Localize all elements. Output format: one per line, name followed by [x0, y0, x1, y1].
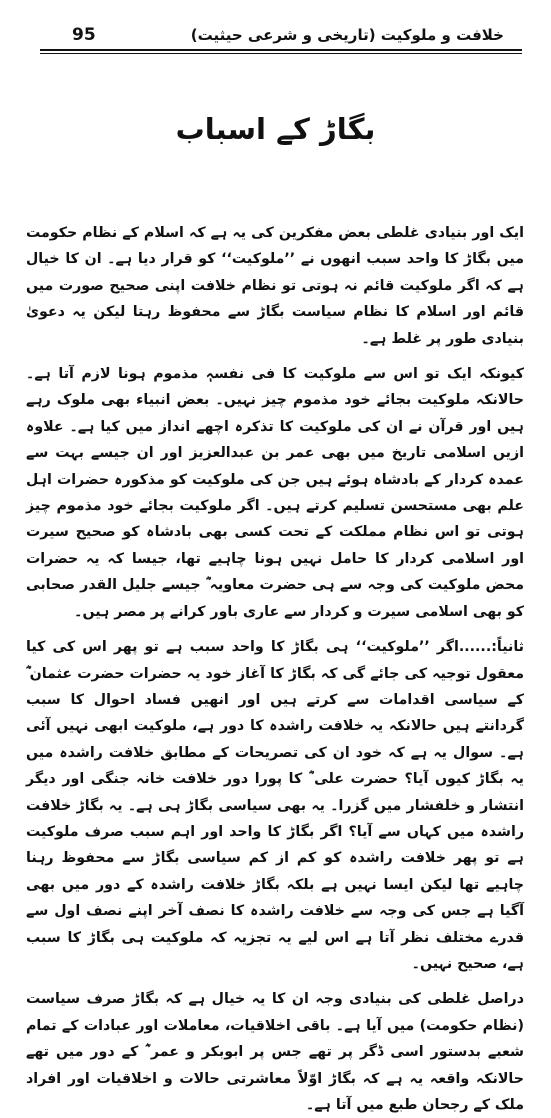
- paragraph-4: [26, 986, 524, 1118]
- body-text: [26, 220, 524, 1118]
- paragraph-1: [26, 220, 524, 352]
- paragraph-4-text: دراصل غلطی کی بنیادی وجہ ان کا یہ خیال ہے کہ بگاڑ صرف سیاست (نظام حکومت) میں آیا ہے۔ باقی اخلاقیات، معاملات اور عبادات کے تمام شعبے بدستور اسی ڈگر پر تھے جس پر ابوبکر و عمر ؓ کے دور میں تھے حالانکہ واقعہ یہ ہے کہ بگاڑ اوّلاً معاشرتی حالات و اخلاقیات اور افراد ملک کے رجحان طبع میں آتا ہے۔: [26, 991, 524, 1113]
- paragraph-3: [26, 634, 524, 977]
- paragraph-2-text: کیونکہ ایک تو اس سے ملوکیت کا فی نفسہٖ مذموم ہونا لازم آتا ہے۔ حالانکہ ملوکیت بجائے خود مذموم چیز نہیں۔ بعض انبیاء بھی ملوک رہے ہیں اور قرآن نے ان کی ملوکیت کا تذکرہ اچھے انداز میں کیا ہے۔ علاوہ ازیں اسلامی تاریخ میں بھی عمر بن عبدالعزیز اور ان جیسے بہت سے عمدہ کردار کے بادشاہ ہوئے ہیں جن کی ملوکیت کو مذکورہ حضرات اہل علم بھی مستحسن تسلیم کرتے ہیں۔ اگر ملوکیت بجائے خود مذموم چیز ہوتی تو اس نظام مملکت کے تحت کسی بھی بادشاہ کو صحیح سیرت اور اسلامی کردار کا حامل نہیں ہونا چاہیے تھا، جیسا کہ یہ حضرات محض ملوکیت کی وجہ سے ہی حضرت معاویہ ؓ جیسے جلیل القدر صحابی کو بھی اسلامی سیرت و کردار سے عاری باور کرانے پر مصر ہیں۔: [26, 366, 524, 620]
- paragraph-3-text: ......اگر ’’ملوکیت‘‘ ہی بگاڑ کا واحد سبب ہے تو پھر اس کی کیا معقول توجیہ کی جائے گی کہ بگاڑ کا آغاز خود یہ حضرات حضرت عثمان ؓ کے سیاسی اقدامات سے کرتے ہیں اور انھیں فساد احوال کا سبب گردانتے ہیں حالانکہ یہ خلافت راشدہ کا دور ہے، ملوکیت ابھی نہیں آئی ہے۔ سوال یہ ہے کہ خود ان کی تصریحات کے مطابق خلافت راشدہ میں یہ بگاڑ کیوں آیا؟ حضرت علی ؓ کا پورا دور خلافت خانہ جنگی اور دیگر انتشار و خلفشار میں گزرا۔ یہ بھی سیاسی بگاڑ ہی ہے۔ یہ بگاڑ خلافت راشدہ میں کہاں سے آیا؟ اگر بگاڑ کا واحد اور اہم سبب صرف ملوکیت ہے تو پھر خلافت راشدہ کو کم از کم سیاسی بگاڑ سے محفوظ رہنا چاہیے تھا لیکن ایسا نہیں ہے بلکہ بگاڑ خلافت راشدہ کے دور میں بھی آگیا ہے جس کی وجہ سے خلافت راشدہ کا نصف آخر اپنے نصف اول سے قدرے مختلف نظر آتا ہے اس لیے یہ تجزیہ کہ ملوکیت ہی بگاڑ کا سبب ہے، صحیح نہیں۔: [26, 639, 524, 972]
- running-header: [40, 22, 522, 56]
- header-rule: [40, 49, 522, 51]
- paragraph-2: [26, 361, 524, 625]
- chapter-title: بگاڑ کے اسباب: [175, 112, 376, 146]
- paragraph-1-text: ایک اور بنیادی غلطی بعض مفکرین کی یہ ہے کہ اسلام کے نظام حکومت میں بگاڑ کا واحد سبب انھوں نے ’’ملوکیت‘‘ کو قرار دیا ہے۔ ان کا خیال ہے کہ اگر ملوکیت قائم نہ ہوتی تو نظام خلافت اپنی صحیح صورت میں قائم اور اسلام کا نظام سیاست بگاڑ سے محفوظ رہتا لیکن یہ دعویٰ بنیادی طور پر غلط ہے۔: [26, 225, 524, 347]
- header-rule-thin: [40, 53, 522, 54]
- page-number: 95: [72, 25, 96, 45]
- running-title: خلافت و ملوکیت (تاریخی و شرعی حیثیت): [190, 26, 504, 44]
- paragraph-3-label: ثانیاً:: [491, 639, 524, 656]
